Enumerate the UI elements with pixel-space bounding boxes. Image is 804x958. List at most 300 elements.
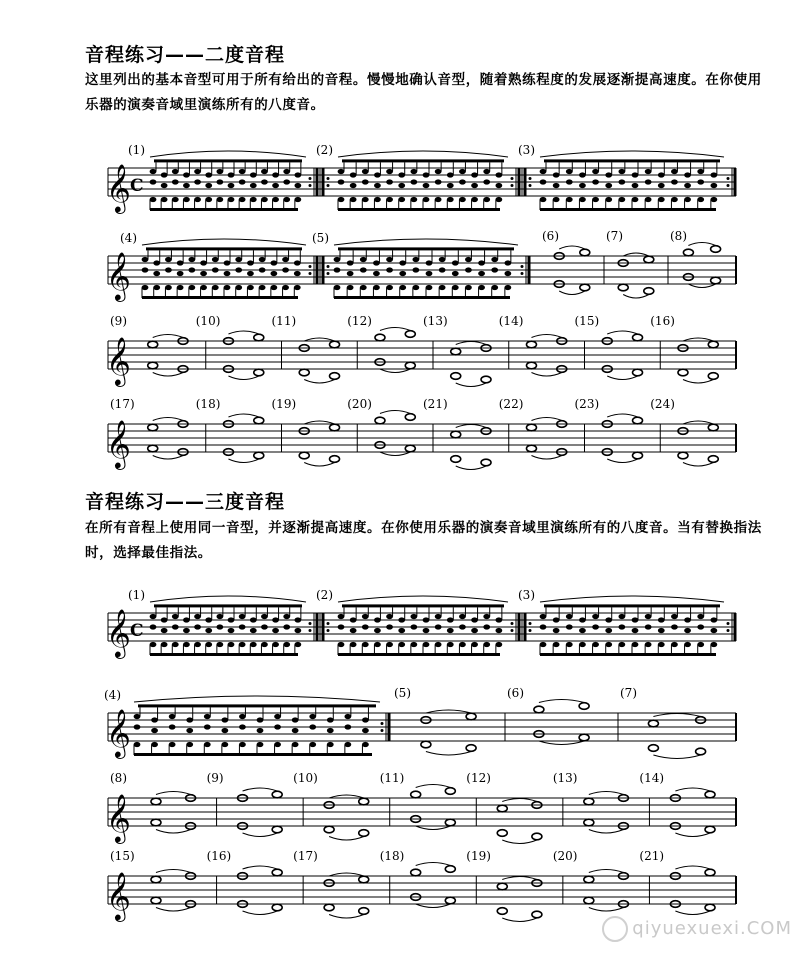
note-head [423,617,430,622]
slur [416,785,451,788]
note-head [257,717,264,722]
note-head [250,617,257,622]
note-head [374,628,381,633]
slur [531,335,561,338]
slur [607,414,637,417]
note-head [447,183,454,188]
note-head [710,183,717,188]
note-head [344,742,351,747]
note-head [183,617,190,622]
note-head [540,642,547,647]
slur [456,466,486,470]
section-2-title: 音程练习——三度音程 [85,491,286,513]
note-head [270,285,277,290]
beam [338,247,514,250]
slur [589,870,624,873]
note-head [478,285,485,290]
note-head [504,260,511,265]
note-head [216,614,223,619]
slur [531,373,561,377]
note-head [294,260,301,265]
whole-note [272,869,282,876]
whole-note [497,908,507,915]
note-head [221,728,228,733]
repeat-dot [309,177,312,180]
note-head [183,197,190,202]
note-head [410,179,417,184]
exercise-number: (7) [606,229,623,243]
note-head [239,169,246,174]
whole-note [411,869,421,876]
note-head [495,628,502,633]
whole-note [708,341,718,348]
note-head [553,642,560,647]
whole-note [421,741,431,748]
note-head [204,724,211,729]
note-head [259,285,266,290]
note-head [259,257,266,262]
note-head [478,271,485,276]
whole-note [678,452,688,459]
note-head [294,628,301,633]
whole-note [678,369,688,376]
note-head [362,624,369,629]
note-head [605,628,612,633]
whole-note [299,369,309,376]
whole-note [696,748,706,755]
note-head [228,183,235,188]
whole-note [633,334,643,341]
note-head [459,197,466,202]
exercise-number: (8) [110,771,127,785]
exercise-number: (11) [379,771,405,785]
whole-note [405,331,415,338]
note-head [386,285,393,290]
exercise-number: (19) [466,849,491,863]
note-head [194,197,201,202]
slur [653,714,700,717]
note-head [423,183,430,188]
staff-row [0,770,804,850]
slur [675,911,710,915]
note-head [495,172,502,177]
whole-note [375,417,385,424]
note-head [205,183,212,188]
note-head [495,617,502,622]
note-head [194,169,201,174]
note-head [566,614,573,619]
note-head [327,728,334,733]
beam [540,208,716,211]
note-head [579,197,586,202]
whole-note [254,417,264,424]
slur [380,411,410,414]
whole-note [705,826,715,833]
exercise-number: (19) [271,397,297,411]
note-head [447,197,454,202]
repeat-dot [381,722,384,725]
note-head [216,197,223,202]
note-head [282,285,289,290]
note-head [183,642,190,647]
note-head [362,728,369,733]
note-head [282,267,289,272]
beam [146,247,302,250]
exercise-number: (17) [110,397,135,411]
note-head [710,172,717,177]
note-head [283,642,290,647]
whole-note [254,369,264,376]
note-head [194,642,201,647]
note-head [579,183,586,188]
whole-note [481,376,491,383]
slur [531,456,561,460]
note-head [347,271,354,276]
note-head [471,197,478,202]
repeat-dot [327,177,330,180]
note-head [386,624,393,629]
note-head [228,642,235,647]
note-head [447,628,454,633]
note-head [283,169,290,174]
note-head [161,197,168,202]
note-head [459,624,466,629]
note-head [410,197,417,202]
note-head [362,614,369,619]
whole-note [330,341,340,348]
whole-note [644,288,654,295]
beam [154,604,302,607]
slur [502,840,537,844]
whole-note [481,459,491,466]
note-head [471,628,478,633]
note-head [150,642,157,647]
slur [334,239,518,245]
exercise-number: (10) [195,314,221,328]
slur [416,826,451,830]
whole-note [580,284,590,291]
note-head [283,614,290,619]
note-head [658,628,665,633]
common-time-icon: C [130,621,144,641]
note-head [386,267,393,272]
note-head [710,617,717,622]
note-head [386,197,393,202]
note-head [471,617,478,622]
note-head [399,260,406,265]
note-head [161,183,168,188]
note-head [239,197,246,202]
whole-note [466,713,476,720]
slur [675,833,710,837]
whole-note [272,826,282,833]
note-head [294,172,301,177]
note-head [272,172,279,177]
note-head [426,260,433,265]
note-head [134,742,141,747]
whole-note [148,445,158,452]
exercise-number: (9) [206,771,224,785]
section-1-title: 音程练习——二度音程 [85,44,286,66]
note-head [697,624,704,629]
note-head [465,257,472,262]
slur [502,877,537,880]
note-head [671,197,678,202]
note-head [495,642,502,647]
note-head [491,267,498,272]
note-head [697,179,704,184]
note-head [483,169,490,174]
exercise-number: (4) [120,231,137,245]
note-head [632,628,639,633]
note-head [658,183,665,188]
whole-note [705,869,715,876]
whole-note [451,456,461,463]
repeat-dot [511,184,514,187]
whole-note [272,791,282,798]
note-head [239,614,246,619]
whole-note [254,334,264,341]
slur [688,284,715,288]
slur [228,376,258,380]
note-head [200,260,207,265]
note-head [134,724,141,729]
staff-row [0,685,804,765]
whole-note [584,897,594,904]
note-head [658,617,665,622]
note-head [188,267,195,272]
note-head [671,642,678,647]
note-head [338,197,345,202]
note-head [710,197,717,202]
note-head [592,642,599,647]
beam [334,296,510,299]
note-head [272,628,279,633]
note-head [272,197,279,202]
exercise-number: (16) [650,314,675,328]
whole-note [584,798,594,805]
note-head [483,614,490,619]
beam [544,604,720,607]
repeat-dot [327,184,330,187]
note-head [161,628,168,633]
note-head [172,614,179,619]
repeat-dot [727,629,730,632]
whole-note [633,369,643,376]
note-head [684,628,691,633]
note-head [465,285,472,290]
note-head [183,183,190,188]
repeat-dot [727,622,730,625]
whole-note [445,819,455,826]
whole-note [711,277,721,284]
note-head [200,285,207,290]
note-head [697,169,704,174]
slur [559,291,585,295]
note-head [205,628,212,633]
slur [589,792,624,795]
note-head [292,742,299,747]
slur [150,596,306,602]
note-head [645,179,652,184]
whole-note [633,452,643,459]
note-head [194,624,201,629]
exercise-number: (21) [423,397,448,411]
whole-note [445,866,455,873]
staff-row [0,313,804,393]
note-head [261,179,268,184]
watermark [602,916,792,942]
treble-clef-icon: 𝄞 [106,163,131,212]
note-head [150,614,157,619]
note-head [172,197,179,202]
note-head [618,614,625,619]
treble-clef-icon: 𝄞 [106,419,131,468]
note-head [250,642,257,647]
slur [134,696,380,702]
note-head [235,257,242,262]
slur [589,830,624,834]
whole-note [534,706,544,713]
note-head [553,628,560,633]
note-head [447,642,454,647]
note-head [228,172,235,177]
slur [502,799,537,802]
note-head [447,617,454,622]
whole-note [330,373,340,380]
note-head [292,728,299,733]
note-head [153,285,160,290]
slur [675,788,710,791]
whole-note [580,249,590,256]
note-head [658,172,665,177]
repeat-dot [327,622,330,625]
note-head [491,257,498,262]
note-head [151,742,158,747]
note-head [592,169,599,174]
slur [228,459,258,463]
note-head [204,742,211,747]
note-head [412,285,419,290]
note-head [697,197,704,202]
note-head [459,642,466,647]
slur [688,243,715,246]
note-head [216,642,223,647]
note-head [618,179,625,184]
note-head [327,717,334,722]
whole-note [526,445,536,452]
slur [416,863,451,866]
note-head [566,642,573,647]
note-head [579,617,586,622]
note-head [435,642,442,647]
note-head [566,624,573,629]
slur [539,741,584,745]
exercise-number: (18) [379,849,405,863]
note-head [671,169,678,174]
repeat-dot [309,265,312,268]
exercise-number: (2) [316,143,333,157]
note-head [658,642,665,647]
note-head [212,267,219,272]
exercise-number: (11) [271,314,297,328]
note-head [645,169,652,174]
slur [559,246,585,249]
slur [607,331,637,334]
note-head [272,617,279,622]
note-head [592,197,599,202]
note-head [684,617,691,622]
note-head [592,179,599,184]
note-head [270,260,277,265]
whole-note [405,362,415,369]
slur [304,380,334,384]
note-head [294,271,301,276]
note-head [504,271,511,276]
note-head [483,197,490,202]
note-head [618,624,625,629]
note-head [605,197,612,202]
note-head [212,285,219,290]
note-head [150,197,157,202]
exercise-number: (10) [293,771,318,785]
repeat-dot [727,177,730,180]
note-head [169,724,176,729]
slur [380,328,410,331]
note-head [540,179,547,184]
repeat-dot [529,177,532,180]
note-head [362,717,369,722]
whole-note [579,703,589,710]
note-head [398,197,405,202]
note-head [398,183,405,188]
exercise-number: (4) [104,688,121,702]
note-head [274,742,281,747]
note-head [338,642,345,647]
note-head [261,197,268,202]
note-head [566,197,573,202]
note-head [410,169,417,174]
note-head [259,267,266,272]
note-head [172,169,179,174]
note-head [274,724,281,729]
note-head [697,642,704,647]
note-head [410,614,417,619]
exercise-number: (8) [670,229,687,243]
note-head [350,628,357,633]
note-head [350,183,357,188]
note-head [423,172,430,177]
whole-note [151,876,161,883]
note-head [334,257,341,262]
section-1-paragraph: 这里列出的基本音型可用于所有给出的音程。慢慢地确认音型，随着熟练程度的发展逐渐提高速度。在你使用乐器的演奏音域里演练所有的八度音。 [85,72,762,113]
note-head [235,267,242,272]
slur [153,418,183,421]
exercise-number: (1) [128,143,145,157]
note-head [410,624,417,629]
slur [153,456,183,460]
note-head [257,728,264,733]
repeat-dot [529,184,532,187]
note-head [142,285,149,290]
note-head [412,257,419,262]
note-head [283,624,290,629]
note-head [605,172,612,177]
whole-note [579,734,589,741]
note-head [360,285,367,290]
exercise-number: (9) [110,314,127,328]
whole-note [405,414,415,421]
